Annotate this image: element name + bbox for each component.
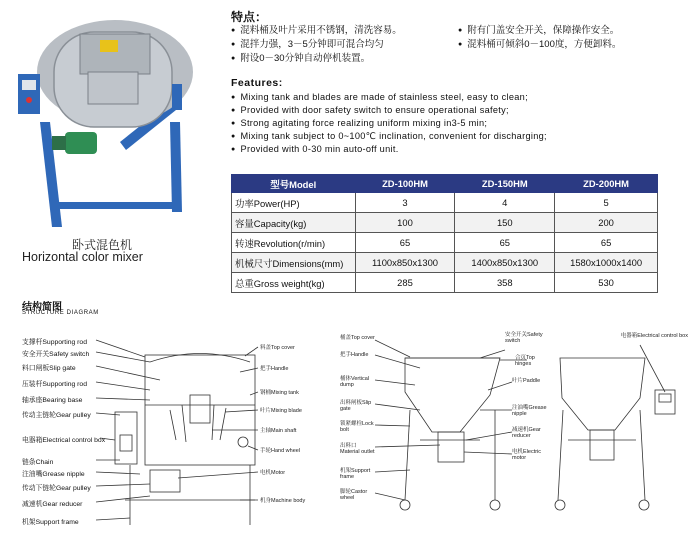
spec-row-label: 转速Revolution(r/min) [232,233,356,253]
diagram-label: 注油嘴Grease nipple [22,471,85,478]
spec-cell: 65 [555,233,658,253]
diagram-label: 手轮Hand wheel [260,448,301,454]
spec-cell: 200 [555,213,658,233]
spec-cell: 285 [355,273,455,293]
feature-en-item: ● Provided with 0-30 min auto-off unit. [231,143,547,156]
spec-cell: 150 [455,213,555,233]
diagram-label: 安全开关Safety switch [505,332,543,344]
structure-title-en: STRUCTURE DIAGRAM [22,310,99,316]
diagram-label: 出料闸板Slip gate [340,400,372,412]
spec-cell: 1400x850x1300 [455,253,555,273]
diagram-label: 电机Electric motor [512,449,542,461]
product-name-zh: 卧式混色机 [72,238,133,252]
spec-cell: 100 [355,213,455,233]
diagram-label: 电机Motor [260,470,286,476]
spec-cell: 530 [555,273,658,293]
feature-en-item: ● Strong agitating force realizing uniform mixing in3-5 min; [231,117,547,130]
diagram-label: 减速机Gear reducer [512,427,541,439]
feature-zh-item: ● 混料桶可倾斜0－100度，方便卸料。 [458,38,621,52]
diagram-label: 脚轮Castor wheel [340,489,368,501]
diagram-label: 电器箱Electrical control box [620,333,688,339]
spec-header-col: ZD-200HM [555,175,658,193]
feature-en-item: ● Provided with door safety switch to ensure operational safety; [231,104,547,117]
diagram-label: 机身Machine body [260,498,306,504]
structure-title-zh: 结构简图 [22,302,62,313]
diagram-label: 机架Support frame [340,468,371,480]
diagram-label: 链条Chain [22,459,54,466]
spec-header-col: ZD-150HM [455,175,555,193]
diagram-label: 支撑杆Supporting rod [22,339,87,346]
feature-zh-item: ● 混拌力强，3－5分钟即可混合均匀 [231,38,402,52]
diagram-label: 电器箱Electrical control box [22,437,106,444]
spec-row-label: 总重Gross weight(kg) [232,273,356,293]
diagram-label: 料口闸板Slip gate [22,365,76,372]
spec-header-model: 型号Model [232,175,356,193]
spec-cell: 65 [455,233,555,253]
features-en-title: Features: [231,77,283,89]
diagram-label: 传动主链轮Gear pulley [22,412,91,419]
diagram-label: 安全开关Safety switch [22,351,90,358]
spec-cell: 65 [355,233,455,253]
spec-header-col: ZD-100HM [355,175,455,193]
diagram-label: 合页Top hinges [515,355,535,367]
diagram-label: 叶片Paddle [512,378,541,384]
diagram-label: 把手Handle [260,366,289,372]
features-zh-title: 特点： [231,10,268,24]
diagram-label: 主轴Main shaft [260,428,297,434]
diagram-label: 机架Support frame [22,519,79,526]
feature-zh-item: ● 附设0－30分钟自动停机装置。 [231,52,402,66]
spec-cell: 4 [455,193,555,213]
spec-row-label: 机械尺寸Dimensions(mm) [232,253,356,273]
diagram-label: 减速机Gear reducer [22,501,83,508]
spec-row-label: 容量Capacity(kg) [232,213,356,233]
diagram-label: 桶盖Top cover [340,335,375,341]
diagram-label: 把手Handle [340,352,369,358]
product-name-en: Horizontal color mixer [22,250,143,264]
spec-cell: 1580x1000x1400 [555,253,658,273]
diagram-label: 桶体Vertical dump [340,376,370,388]
feature-en-item: ● Mixing tank and blades are made of stainless steel, easy to clean; [231,91,547,104]
spec-row-label: 功率Power(HP) [232,193,356,213]
spec-cell: 5 [555,193,658,213]
spec-cell: 3 [355,193,455,213]
feature-zh-item: ● 附有门盖安全开关，保障操作安全。 [458,24,621,38]
spec-cell: 358 [455,273,555,293]
diagram-label: 锁紧螺栓Lock bolt [340,421,374,433]
spec-cell: 1100x850x1300 [355,253,455,273]
diagram-label: 叶片Mixing blade [260,408,302,414]
diagram-label: 钢桶Mixing tank [260,390,299,396]
feature-en-item: ● Mixing tank subject to 0~100℃ inclination, convenient for discharging; [231,130,547,143]
diagram-label: 轴承座Bearing base [22,397,83,404]
diagram-label: 出料口Material outlet [340,443,375,455]
feature-zh-item: ● 混料桶及叶片采用不锈钢，清洗容易。 [231,24,402,38]
diagram-label: 注油嘴Grease nipple [512,405,547,417]
diagram-label: 传动下链轮Gear pulley [22,485,91,492]
diagram-label: 压装杆Supporting rod [22,381,87,388]
diagram-label: 料盖Top cover [260,345,295,351]
